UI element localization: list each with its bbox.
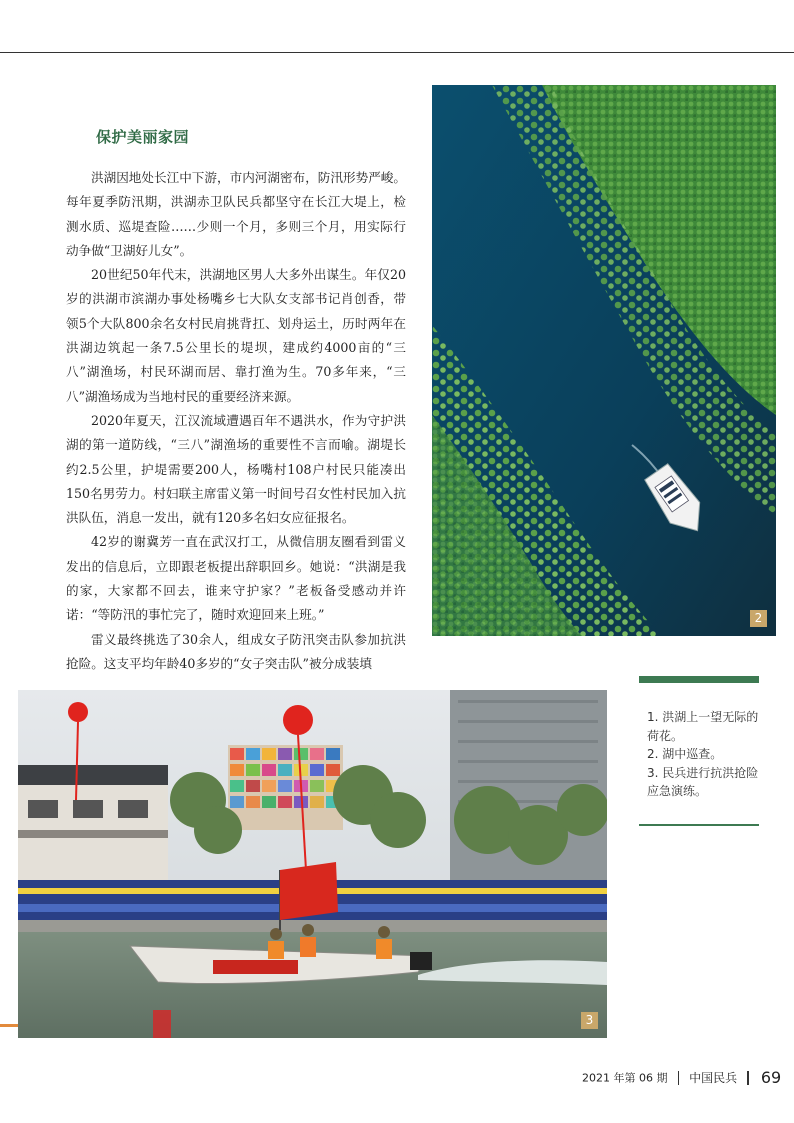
caption-list	[639, 683, 759, 801]
caption-item: 3. 民兵进行抗洪抢险应急演练。	[647, 765, 759, 799]
caption-item: 2. 湖中巡查。	[647, 747, 723, 762]
section-title: 保护美丽家园	[96, 128, 190, 146]
photo-rescue-drill	[18, 690, 607, 1038]
article-body	[66, 166, 406, 676]
rescue-drill-image	[18, 690, 607, 1038]
caption-bottom-rule	[639, 824, 759, 826]
lake-aerial-image	[432, 85, 776, 636]
header-rule	[0, 52, 794, 53]
paragraph: 20世纪50年代末，洪湖地区男人大多外出谋生。年仅20岁的洪湖市滨湖办事处杨嘴乡七大队女支部书记肖创香，带领5个大队800余名女村民肩挑背扛、划舟运土，历时两年在洪湖边筑起一条7.5公里长的堤坝，建成约4000亩的“三八”湖渔场，村民环湖而居、靠打渔为生。70多年来，“三八”湖渔场成为当地村民的重要经济来源。	[66, 267, 406, 404]
issue-label: 2021 年第 06 期	[582, 1071, 668, 1085]
page-number: 69	[760, 1068, 782, 1087]
footer-divider	[678, 1071, 680, 1085]
caption-item: 1. 洪湖上一望无际的荷花。	[647, 710, 759, 743]
caption-box	[639, 676, 759, 826]
paragraph: 42岁的谢冀芳一直在武汉打工，从微信朋友圈看到雷义发出的信息后，立即跟老板提出辞职回乡。她说：“洪湖是我的家，大家都不回去，谁来守护家？”老板备受感动并许诺：“等防汛的事忙完了，随时欢迎回来上班。”	[66, 534, 406, 623]
magazine-name: 中国民兵	[689, 1071, 738, 1085]
photo-number-badge: 3	[581, 1012, 598, 1029]
paragraph: 洪湖因地处长江中下游，市内河湖密布，防汛形势严峻。每年夏季防汛期，洪湖赤卫队民兵都坚守在长江大堤上，检测水质、巡堤查险……少则一个月，多则三个月，用实际行动争做“卫湖好儿女”。	[66, 170, 406, 258]
paragraph: 2020年夏天，江汉流域遭遇百年不遇洪水，作为守护洪湖的第一道防线，“三八”湖渔场的重要性不言而喻。湖堤长约2.5公里，护堤需要200人，杨嘴村108户村民只能凑出150名男劳力。村妇联主席雷义第一时间号召女性村民加入抗洪队伍，消息一发出，就有120多名妇女应征报名。	[66, 412, 406, 526]
page-footer	[582, 1067, 781, 1087]
caption-top-bar	[639, 676, 759, 683]
edge-accent-mark	[0, 1024, 18, 1027]
paragraph: 雷义最终挑选了30余人，组成女子防汛突击队参加抗洪抢险。这支平均年龄40多岁的“女子突击队”被分成装填	[66, 631, 406, 671]
photo-lake-patrol	[432, 85, 776, 636]
footer-divider	[747, 1071, 749, 1085]
photo-number-badge: 2	[750, 610, 767, 627]
